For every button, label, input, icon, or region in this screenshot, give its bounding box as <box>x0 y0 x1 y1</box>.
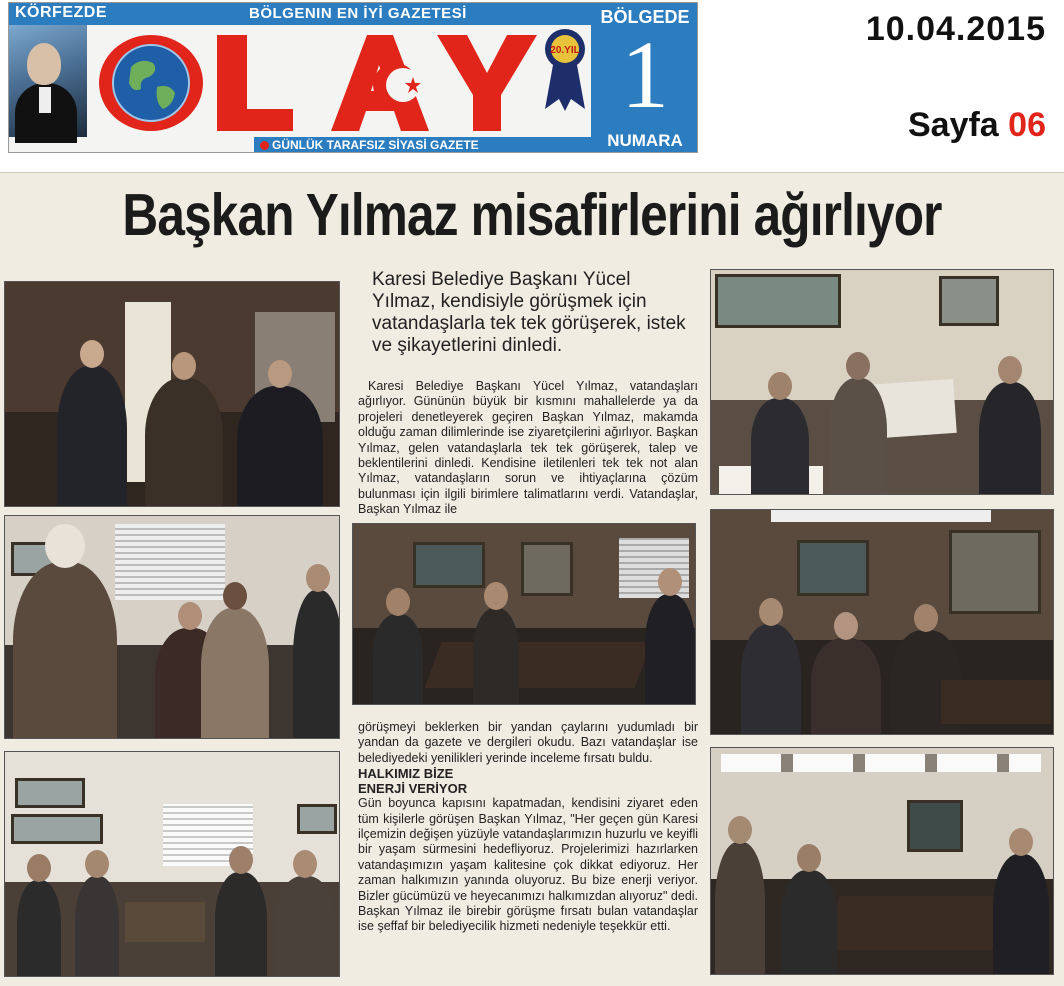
masthead-korfezde: KÖRFEZDE <box>15 4 107 21</box>
article-lede: Karesi Belediye Başkanı Yücel Yılmaz, kendisiyle görüşmek için vatandaşlarla tek tek görüşerek, istek ve şikayetlerini dinledi. <box>372 269 686 356</box>
article-body-part-1 <box>358 379 698 518</box>
page-number <box>908 106 1046 145</box>
photo-meeting-room <box>710 747 1054 975</box>
publication-date: 10.04.2015 <box>865 10 1046 48</box>
body-paragraph-2: görüşmeyi beklerken bir yandan çaylarını yudumladı bir yandan da gazete ve dergileri okudu. Bazı vatandaşlar ise belediyedeki yenilikleri yerinde inceleme fırsatı buldu. <box>358 720 698 765</box>
body-paragraph-1: Karesi Belediye Başkanı Yücel Yılmaz, vatandaşları ağırlıyor. Gününün büyük bir kısmını mahallelerde ya da projeleri denetleyerek geçiren Başkan Yılmaz, makamda olduğu zaman dilimlerinde ise ziyaretçilerini ağırlıyor. Başkan Yılmaz, gelen vatandaşlarla tek tek görüşerek, talep ve beklentilerini dinledi. Kendisine iletilenleri tek tek not alan Yılmaz, vatandaşların sorun ve ihtiyaçlarına çözüm bulunması için ilgili birimlere talimatlarını verdi. Vatandaşlar, Başkan Yılmaz ile <box>358 379 698 517</box>
photo-large-group <box>710 509 1054 735</box>
region-number-box <box>591 3 698 153</box>
olay-logo <box>95 25 595 137</box>
masthead-tagline: GÜNLÜK TARAFSIZ SİYASİ GAZETE <box>272 138 479 152</box>
photo-waiting-room <box>4 751 340 977</box>
box-bolgede: BÖLGEDE <box>600 7 690 27</box>
article-body-part-2 <box>358 720 698 935</box>
photo-reading-newspapers <box>710 269 1054 495</box>
box-numara: NUMARA <box>607 131 683 150</box>
body-paragraph-3: Gün boyunca kapısını kapatmadan, kendisini ziyaret eden tüm kişilerle görüşen Başkan Yılmaz, "Her geçen gün Karesi ilçemizin değişen yüzüyle vatandaşlarımızın huzurlu ve keyifli bir yaşam sürmesini hedefliyoruz. Projelerimizi hazırlarken vatandaşımızın yaşam kalitesine çok dikkat ediyoruz. Her zaman halkımızın yanında oluyoruz. Bu bize enerji veriyor. Bizler gücümüzü ve heyecanımızı halkımızdan alıyoruz" dedi. Başkan Yılmaz ile birebir görüşme fırsatı bulan vatandaşlar ise şeffaf bir belediyecilik hizmeti nedeniyle teşekkür etti. <box>358 796 699 934</box>
subheading-line-2: ENERJİ VERİYOR <box>358 781 468 797</box>
photo-greeting-citizens <box>4 515 340 739</box>
20-year-badge-icon <box>545 29 585 111</box>
subheading-line-1: HALKIMIZ BİZE <box>358 766 454 782</box>
page-label: Sayfa <box>907 106 999 144</box>
photo-handshake <box>4 281 340 507</box>
red-dot-icon <box>260 141 269 150</box>
photo-meeting-table <box>352 523 696 705</box>
box-number: 1 <box>621 21 669 128</box>
badge-text: 20.YIL <box>550 45 580 56</box>
masthead-slogan: BÖLGENIN EN İYİ GAZETESİ <box>249 5 467 22</box>
page-number-value: 06 <box>1008 106 1046 144</box>
ataturk-portrait <box>9 25 87 137</box>
article-clipping <box>0 172 1064 986</box>
article-headline: Başkan Yılmaz misafirlerini ağırlıyor <box>122 182 942 248</box>
masthead-bottom-bar <box>254 137 591 153</box>
masthead-top-bar <box>9 3 591 25</box>
newspaper-masthead <box>8 2 698 153</box>
